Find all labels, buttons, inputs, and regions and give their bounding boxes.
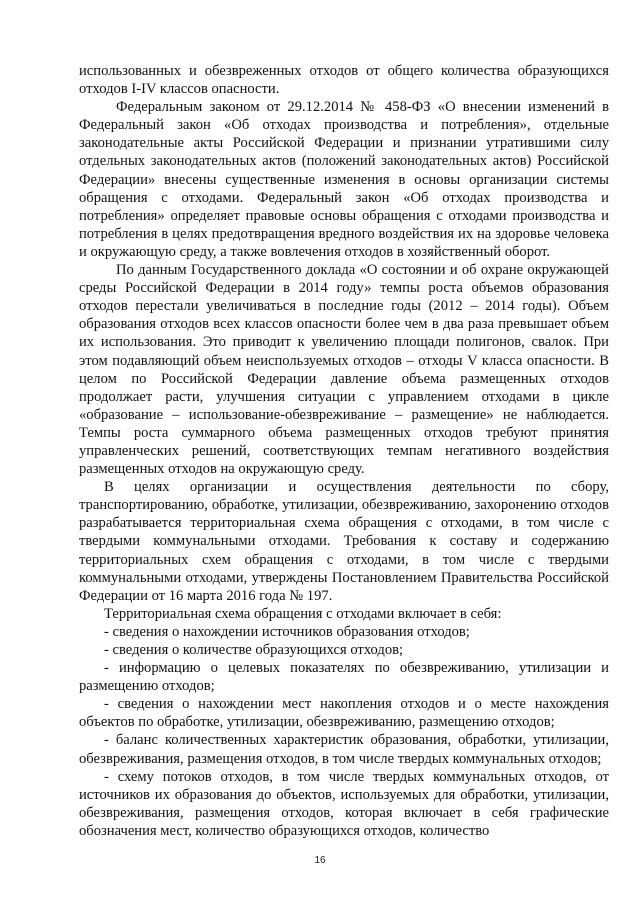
list-item: - схему потоков отходов, в том числе твердых коммунальных отходов, от источников их образования до объектов, используемых для обработки, утилизации, обезвреживания, размещения отходов, которая включает в себя графические обозначения мест, количество образующихся отходов, количество (79, 768, 609, 839)
paragraph-continuation: использованных и обезвреженных отходов от общего количества образующихся отходов I-IV классов опасности. (79, 63, 609, 98)
paragraph-scheme-includes: Территориальная схема обращения с отходами включает в себя: (104, 605, 502, 622)
list-item: - баланс количественных характеристик образования, обработки, утилизации, обезвреживания, размещения отходов, в том числе твердых коммунальных отходов; (79, 732, 609, 767)
list-item: - сведения о нахождении источников образования отходов; (104, 623, 470, 640)
list-item: - сведения о количестве образующихся отходов; (104, 642, 404, 658)
document-body (79, 62, 609, 840)
paragraph-territorial-scheme: В целях организации и осуществления деятельности по сбору, транспортированию, обработке, утилизации, обезвреживанию, захоронению отходов разрабатывается территориальная схема обращения с отходами, в том числе с твердыми коммунальными отходами. Требования к составу и содержанию территориальных схем обращения с отходами, в том числе с твердыми коммунальными отходами, утверждены Постановлением Правительства Российской Федерации от 16 марта 2016 года № 197. (79, 479, 609, 604)
paragraph-state-report: По данным Государственного доклада «О состоянии и об охране окружающей среды Российской Федерации в 2014 году» темпы роста объемов образования отходов перестали увеличиваться в последние годы (2012 – 2014 годы). Объем образования отходов всех классов опасности более чем в два раза превышает объем их использования. Это приводит к увеличению площади полигонов, свалок. При этом подавляющий объем неиспользуемых отходов – отходы V класса опасности. В целом по Российской Федерации давление объема размещенных отходов продолжает расти, улучшения ситуации с управлением отходами в цикле «образование – использование-обезвреживание – размещение» не наблюдается. Темпы роста суммарного объема размещенных отходов требуют принятия управленческих решений, соответствующих темпам негативного воздействия размещенных отходов на окружающую среду. (79, 262, 609, 478)
list-item: - сведения о нахождении мест накопления отходов и о месте нахождения объектов по обработке, утилизации, обезвреживанию, размещению отходов; (79, 696, 609, 731)
list-item: - информацию о целевых показателях по обезвреживанию, утилизации и размещению отходов; (79, 660, 609, 695)
paragraph-federal-law: Федеральным законом от 29.12.2014 № 458-ФЗ «О внесении изменений в Федеральный закон «Об отходах производства и потребления», отдельные законодательные акты Российской Федерации и признании утратившими силу отдельных законодательных актов (положений законодательных актов) Российской Федерации» внесены существенные изменения в основы организации системы обращения с отходами. Федеральный закон «Об отходах производства и потребления» определяет правовые основы обращения с отходами производства и потребления в целях предотвращения вредного воздействия их на здоровье человека и окружающую среду, а также вовлечения отходов в хозяйственный оборот. (79, 99, 609, 260)
page-number: 16 (314, 855, 326, 866)
